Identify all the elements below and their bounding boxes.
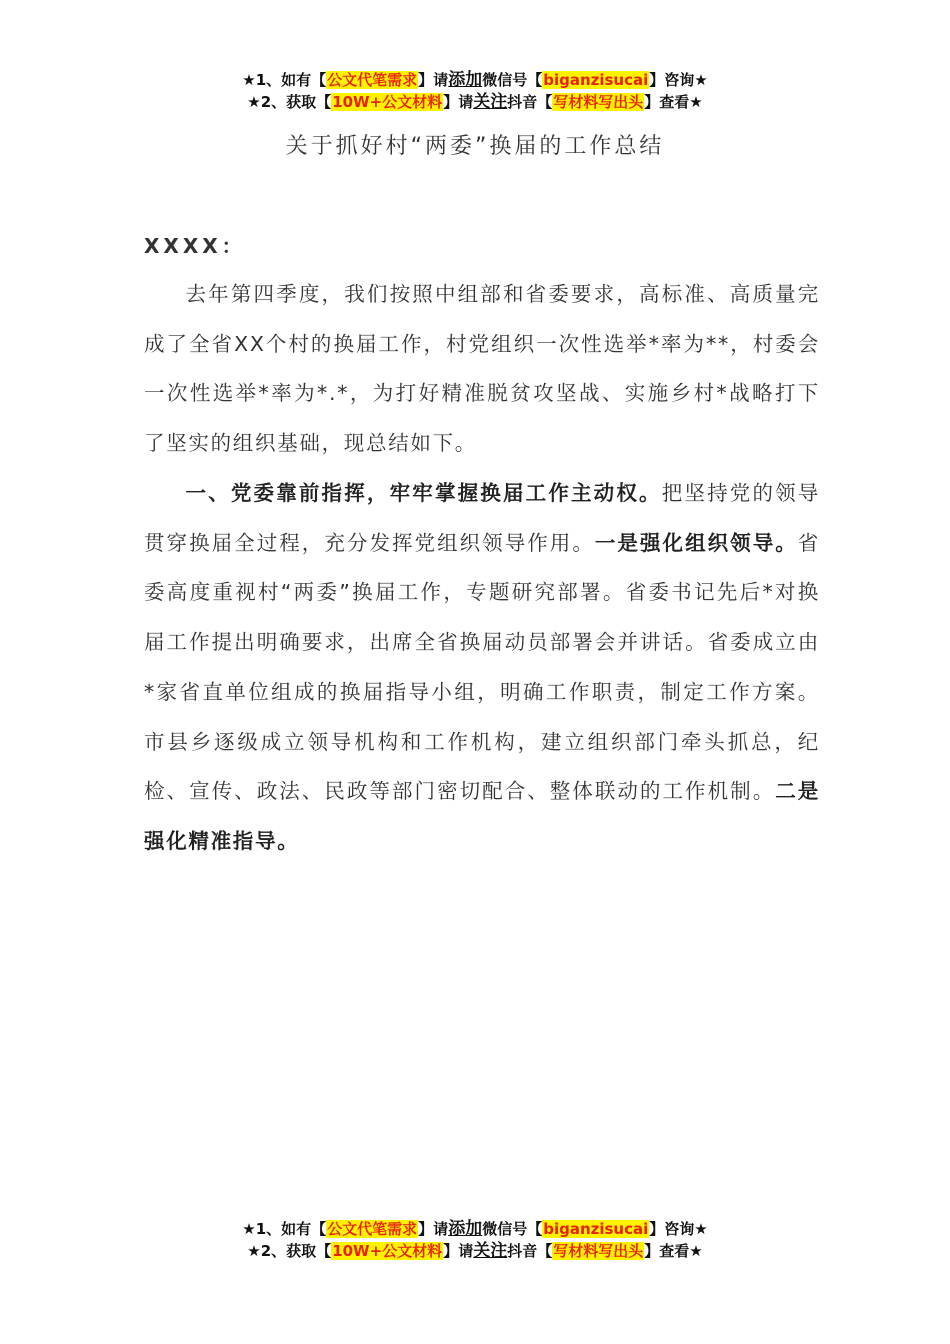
promo-highlight: 10W+公文材料 <box>332 93 443 111</box>
promo-text: 】咨询★ <box>649 71 708 89</box>
promo-text: 】请 <box>443 93 474 111</box>
promo-text: 】请 <box>418 71 449 89</box>
promo-underline: 添加 <box>448 1219 483 1239</box>
promo-text: 】请 <box>418 1220 449 1238</box>
promo-text: 】请 <box>443 1242 474 1260</box>
promo-text: 】查看★ <box>644 93 703 111</box>
promo-text: 】查看★ <box>644 1242 703 1260</box>
promo-text: 抖音【 <box>507 93 553 111</box>
promo-highlight: biganzisucai <box>543 1220 649 1238</box>
point-heading: 二是强化精准指导。 <box>144 779 820 853</box>
promo-underline: 关注 <box>473 92 508 112</box>
promo-line-2 <box>0 91 950 113</box>
promo-banner-top <box>0 69 950 113</box>
document-title: 关于抓好村“两委”换届的工作总结 <box>285 134 665 159</box>
promo-line-1 <box>0 69 950 91</box>
paragraph-text: 省委高度重视村“两委”换届工作，专题研究部署。省委书记先后*对换届工作提出明确要求，出席全省换届动员部署会并讲话。省委成立由*家省直单位组成的换届指导小组，明确工作职责，制定工作方案。市县乡逐级成立领导机构和工作机构，建立组织部门牵头抓总，纪检、宣传、政法、民政等部门密切配合、整体联动的工作机制。 <box>144 530 820 804</box>
paragraph-text: 去年第四季度，我们按照中组部和省委要求，高标准、高质量完成了全省XX个村的换届工作，村党组织一次性选举*率为**，村委会一次性选举*率为*.*，为打好精准脱贫攻坚战、实施乡村*战略打下了坚实的组织基础，现总结如下。 <box>144 282 820 456</box>
promo-line-1 <box>0 1218 950 1240</box>
promo-text: ★1、如有【 <box>242 71 327 89</box>
promo-text: ★1、如有【 <box>242 1220 327 1238</box>
promo-banner-bottom <box>0 1218 950 1262</box>
promo-highlight: 公文代笔需求 <box>327 1220 418 1238</box>
paragraph-intro <box>144 270 820 469</box>
salutation: XXXX： <box>144 234 246 258</box>
promo-highlight: 写材料写出头 <box>553 1242 644 1260</box>
promo-text: ★2、获取【 <box>247 93 332 111</box>
paragraph-section-1 <box>144 469 820 867</box>
promo-highlight: biganzisucai <box>543 71 649 89</box>
promo-text: ★2、获取【 <box>247 1242 332 1260</box>
section-heading: 一、党委靠前指挥，牢牢掌握换届工作主动权。 <box>185 481 662 505</box>
point-heading: 一是强化组织领导。 <box>594 530 798 555</box>
promo-highlight: 10W+公文材料 <box>332 1242 443 1260</box>
promo-text: 】咨询★ <box>649 1220 708 1238</box>
promo-underline: 关注 <box>473 1241 508 1261</box>
promo-highlight: 写材料写出头 <box>553 93 644 111</box>
paragraph-text: 把坚持党的领导贯穿换届全过程，充分发挥党组织领导作用。 <box>144 481 821 555</box>
promo-text: 抖音【 <box>507 1242 553 1260</box>
promo-text: 微信号【 <box>482 71 543 89</box>
promo-line-2 <box>0 1240 950 1262</box>
promo-underline: 添加 <box>448 70 483 90</box>
promo-text: 微信号【 <box>482 1220 543 1238</box>
promo-highlight: 公文代笔需求 <box>327 71 418 89</box>
